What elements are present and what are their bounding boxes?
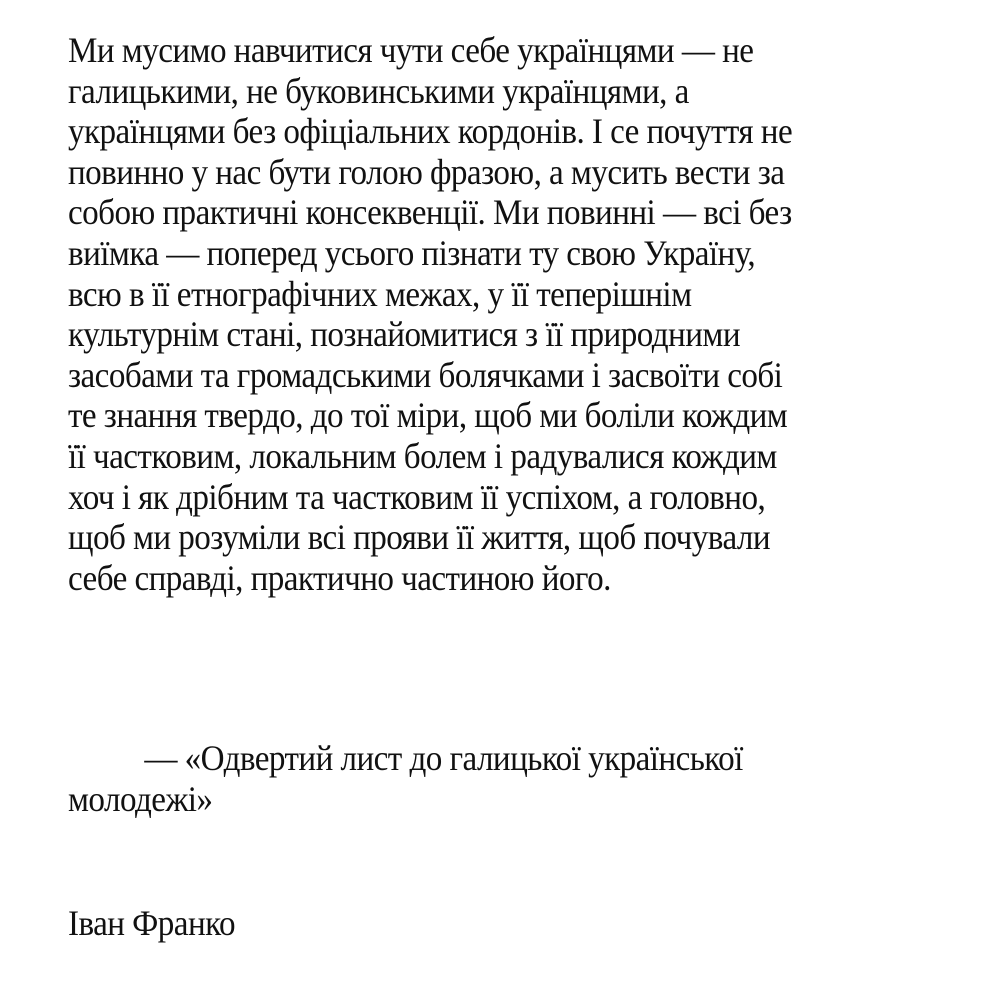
author-name: Іван Франко xyxy=(68,903,235,943)
quote-line: повинно у нас бути голою фразою, а мусить вести за xyxy=(68,151,785,192)
quote-line: собою практичні консеквенції. Ми повинні — всі без xyxy=(68,192,792,233)
author-signature xyxy=(68,903,235,944)
quote-line: виїмка — поперед усього пізнати ту свою Україну, xyxy=(68,232,756,273)
quote-line: культурнім стані, познайомитися з її природними xyxy=(68,314,740,355)
quote-line: хоч і як дрібним та частковим її успіхом, а головно, xyxy=(68,476,766,517)
quote-line: її частковим, локальним болем і радувалися кождим xyxy=(68,435,777,476)
quote-line: себе справді, практично частиною його. xyxy=(68,557,611,598)
quote-line: галицькими, не буковинськими українцями, а xyxy=(68,70,689,111)
quote-line: всю в її етнографічних межах, у її теперішнім xyxy=(68,273,692,314)
quote-line: те знання твердо, до тої міри, щоб ми боліли кождим xyxy=(68,395,788,436)
citation-line-1: — «Одвертий лист до галицької української xyxy=(144,738,743,778)
quote-body xyxy=(68,30,896,598)
quote-line: засобами та громадськими болячками і засвоїти собі xyxy=(68,354,783,395)
quote-line: українцями без офіціальних кордонів. І се почуття не xyxy=(68,111,793,152)
source-citation xyxy=(68,738,743,819)
citation-line-2: молодежі» xyxy=(68,778,213,819)
quote-line: щоб ми розуміли всі прояви її життя, щоб почували xyxy=(68,517,771,558)
quote-line: Ми мусимо навчитися чути себе українцями — не xyxy=(68,30,754,70)
